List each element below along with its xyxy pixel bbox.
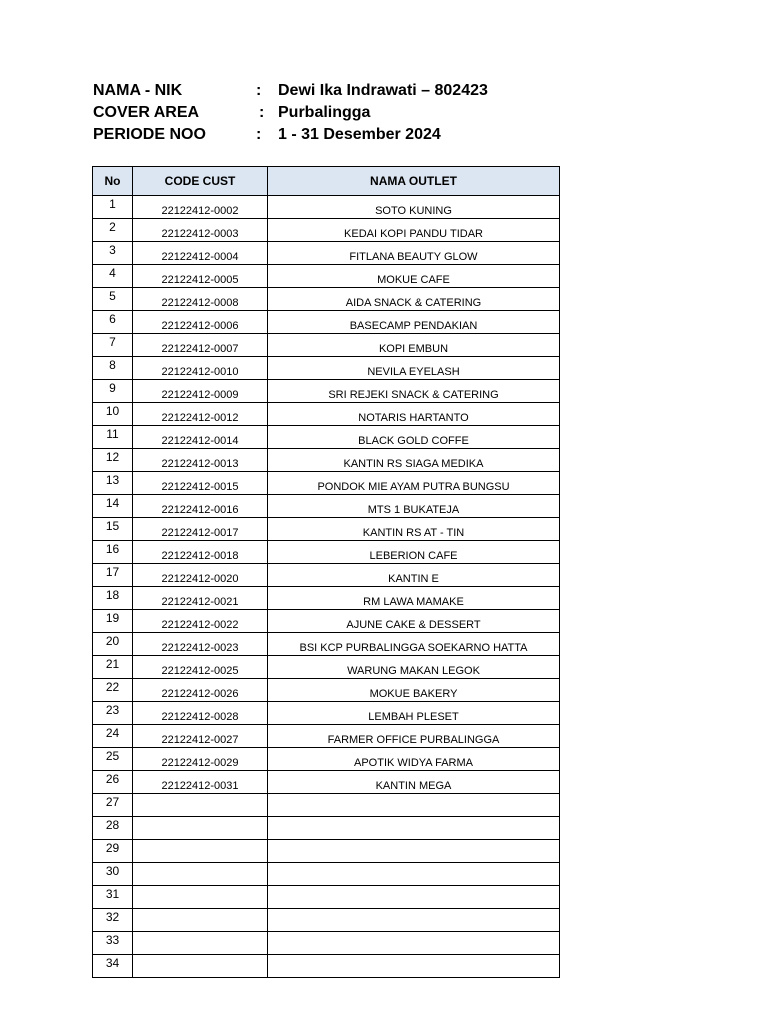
table-row <box>93 403 560 426</box>
code-cust-cell <box>133 840 268 863</box>
nama-outlet-cell <box>268 863 560 886</box>
row-number: 7 <box>93 334 133 357</box>
code-cust-cell: 22122412-0020 <box>133 564 268 587</box>
code-cust-cell: 22122412-0027 <box>133 725 268 748</box>
code-cust-cell: 22122412-0028 <box>133 702 268 725</box>
code-cust-cell <box>133 794 268 817</box>
row-number: 22 <box>93 679 133 702</box>
nama-nik-value: Dewi Ika Indrawati – 802423 <box>278 82 488 99</box>
periode-separator: : <box>256 126 262 143</box>
table-row <box>93 311 560 334</box>
code-cust-cell: 22122412-0022 <box>133 610 268 633</box>
nama-outlet-cell <box>268 955 560 978</box>
code-cust-cell: 22122412-0006 <box>133 311 268 334</box>
nama-outlet-cell: SOTO KUNING <box>268 196 560 219</box>
row-number: 18 <box>93 587 133 610</box>
row-number: 28 <box>93 817 133 840</box>
table-row <box>93 564 560 587</box>
code-cust-cell: 22122412-0014 <box>133 426 268 449</box>
table-row <box>93 656 560 679</box>
nama-outlet-cell: MOKUE BAKERY <box>268 679 560 702</box>
report-header <box>93 82 553 148</box>
nama-outlet-cell: KANTIN RS AT - TIN <box>268 518 560 541</box>
table-row <box>93 886 560 909</box>
nama-outlet-cell: BSI KCP PURBALINGGA SOEKARNO HATTA <box>268 633 560 656</box>
nama-outlet-cell: MOKUE CAFE <box>268 265 560 288</box>
row-number: 23 <box>93 702 133 725</box>
code-cust-cell: 22122412-0010 <box>133 357 268 380</box>
code-cust-cell: 22122412-0016 <box>133 495 268 518</box>
code-cust-cell <box>133 886 268 909</box>
code-cust-cell <box>133 955 268 978</box>
code-cust-cell: 22122412-0017 <box>133 518 268 541</box>
nama-outlet-cell: AJUNE CAKE & DESSERT <box>268 610 560 633</box>
row-number: 24 <box>93 725 133 748</box>
nama-outlet-cell: NOTARIS HARTANTO <box>268 403 560 426</box>
table-row <box>93 863 560 886</box>
table-row <box>93 817 560 840</box>
row-number: 33 <box>93 932 133 955</box>
periode-value: 1 - 31 Desember 2024 <box>278 126 441 143</box>
table-header-row <box>93 167 560 196</box>
nama-outlet-cell <box>268 886 560 909</box>
table-row <box>93 610 560 633</box>
nama-outlet-cell <box>268 794 560 817</box>
nama-outlet-cell: LEMBAH PLESET <box>268 702 560 725</box>
code-cust-cell <box>133 909 268 932</box>
row-number: 17 <box>93 564 133 587</box>
row-number: 19 <box>93 610 133 633</box>
table-row <box>93 495 560 518</box>
nama-outlet-cell: FITLANA BEAUTY GLOW <box>268 242 560 265</box>
row-number: 2 <box>93 219 133 242</box>
table-row <box>93 196 560 219</box>
nama-outlet-cell: MTS 1 BUKATEJA <box>268 495 560 518</box>
code-cust-cell: 22122412-0008 <box>133 288 268 311</box>
table-row <box>93 426 560 449</box>
nama-outlet-cell: KOPI EMBUN <box>268 334 560 357</box>
row-number: 34 <box>93 955 133 978</box>
column-header-code-cust: CODE CUST <box>133 167 268 196</box>
nama-outlet-cell: KEDAI KOPI PANDU TIDAR <box>268 219 560 242</box>
code-cust-cell: 22122412-0009 <box>133 380 268 403</box>
code-cust-cell: 22122412-0012 <box>133 403 268 426</box>
nama-outlet-cell: KANTIN MEGA <box>268 771 560 794</box>
cover-area-value: Purbalingga <box>278 104 371 121</box>
row-number: 31 <box>93 886 133 909</box>
row-number: 14 <box>93 495 133 518</box>
row-number: 12 <box>93 449 133 472</box>
table-row <box>93 219 560 242</box>
row-number: 3 <box>93 242 133 265</box>
periode-row <box>93 126 553 148</box>
code-cust-cell: 22122412-0026 <box>133 679 268 702</box>
code-cust-cell: 22122412-0031 <box>133 771 268 794</box>
row-number: 30 <box>93 863 133 886</box>
table-row <box>93 679 560 702</box>
nama-outlet-cell: KANTIN E <box>268 564 560 587</box>
row-number: 16 <box>93 541 133 564</box>
row-number: 32 <box>93 909 133 932</box>
row-number: 9 <box>93 380 133 403</box>
table-row <box>93 472 560 495</box>
code-cust-cell: 22122412-0013 <box>133 449 268 472</box>
row-number: 8 <box>93 357 133 380</box>
nama-outlet-cell: FARMER OFFICE PURBALINGGA <box>268 725 560 748</box>
cover-area-separator: : <box>259 104 265 121</box>
table-row <box>93 380 560 403</box>
table-row <box>93 242 560 265</box>
code-cust-cell: 22122412-0025 <box>133 656 268 679</box>
nama-outlet-cell <box>268 932 560 955</box>
nama-outlet-cell: BASECAMP PENDAKIAN <box>268 311 560 334</box>
table-row <box>93 748 560 771</box>
table-row <box>93 771 560 794</box>
cover-area-label: COVER AREA <box>93 104 200 121</box>
nama-outlet-cell: PONDOK MIE AYAM PUTRA BUNGSU <box>268 472 560 495</box>
table-row <box>93 449 560 472</box>
row-number: 26 <box>93 771 133 794</box>
nama-outlet-cell: SRI REJEKI SNACK & CATERING <box>268 380 560 403</box>
column-header-no: No <box>93 167 133 196</box>
row-number: 4 <box>93 265 133 288</box>
row-number: 10 <box>93 403 133 426</box>
row-number: 6 <box>93 311 133 334</box>
nama-outlet-cell: AIDA SNACK & CATERING <box>268 288 560 311</box>
table-row <box>93 725 560 748</box>
nama-outlet-cell <box>268 840 560 863</box>
code-cust-cell <box>133 817 268 840</box>
table-row <box>93 265 560 288</box>
table-row <box>93 702 560 725</box>
nama-outlet-cell: KANTIN RS SIAGA MEDIKA <box>268 449 560 472</box>
table-row <box>93 518 560 541</box>
table-row <box>93 932 560 955</box>
table-row <box>93 288 560 311</box>
table-row <box>93 541 560 564</box>
nama-outlet-cell <box>268 817 560 840</box>
nama-nik-row <box>93 82 553 104</box>
code-cust-cell: 22122412-0029 <box>133 748 268 771</box>
code-cust-cell: 22122412-0003 <box>133 219 268 242</box>
nama-nik-label: NAMA - NIK <box>93 82 183 99</box>
row-number: 27 <box>93 794 133 817</box>
nama-outlet-cell: WARUNG MAKAN LEGOK <box>268 656 560 679</box>
table-row <box>93 840 560 863</box>
table-body <box>93 196 560 978</box>
table-row <box>93 909 560 932</box>
code-cust-cell: 22122412-0004 <box>133 242 268 265</box>
nama-outlet-cell: NEVILA EYELASH <box>268 357 560 380</box>
nama-outlet-cell: LEBERION CAFE <box>268 541 560 564</box>
table-row <box>93 955 560 978</box>
row-number: 25 <box>93 748 133 771</box>
code-cust-cell: 22122412-0018 <box>133 541 268 564</box>
table-row <box>93 334 560 357</box>
code-cust-cell <box>133 863 268 886</box>
row-number: 5 <box>93 288 133 311</box>
code-cust-cell <box>133 932 268 955</box>
nama-nik-separator: : <box>256 82 262 99</box>
nama-outlet-cell <box>268 909 560 932</box>
table-row <box>93 357 560 380</box>
cover-area-row <box>93 104 553 126</box>
code-cust-cell: 22122412-0007 <box>133 334 268 357</box>
nama-outlet-cell: BLACK GOLD COFFE <box>268 426 560 449</box>
code-cust-cell: 22122412-0015 <box>133 472 268 495</box>
nama-outlet-cell: APOTIK WIDYA FARMA <box>268 748 560 771</box>
row-number: 20 <box>93 633 133 656</box>
table-row <box>93 633 560 656</box>
table-row <box>93 794 560 817</box>
code-cust-cell: 22122412-0023 <box>133 633 268 656</box>
nama-outlet-cell: RM LAWA MAMAKE <box>268 587 560 610</box>
column-header-nama-outlet: NAMA OUTLET <box>268 167 560 196</box>
code-cust-cell: 22122412-0005 <box>133 265 268 288</box>
row-number: 15 <box>93 518 133 541</box>
row-number: 29 <box>93 840 133 863</box>
periode-label: PERIODE NOO <box>93 126 206 143</box>
row-number: 11 <box>93 426 133 449</box>
row-number: 1 <box>93 196 133 219</box>
row-number: 13 <box>93 472 133 495</box>
code-cust-cell: 22122412-0002 <box>133 196 268 219</box>
code-cust-cell: 22122412-0021 <box>133 587 268 610</box>
table-row <box>93 587 560 610</box>
outlet-table <box>92 166 560 978</box>
row-number: 21 <box>93 656 133 679</box>
